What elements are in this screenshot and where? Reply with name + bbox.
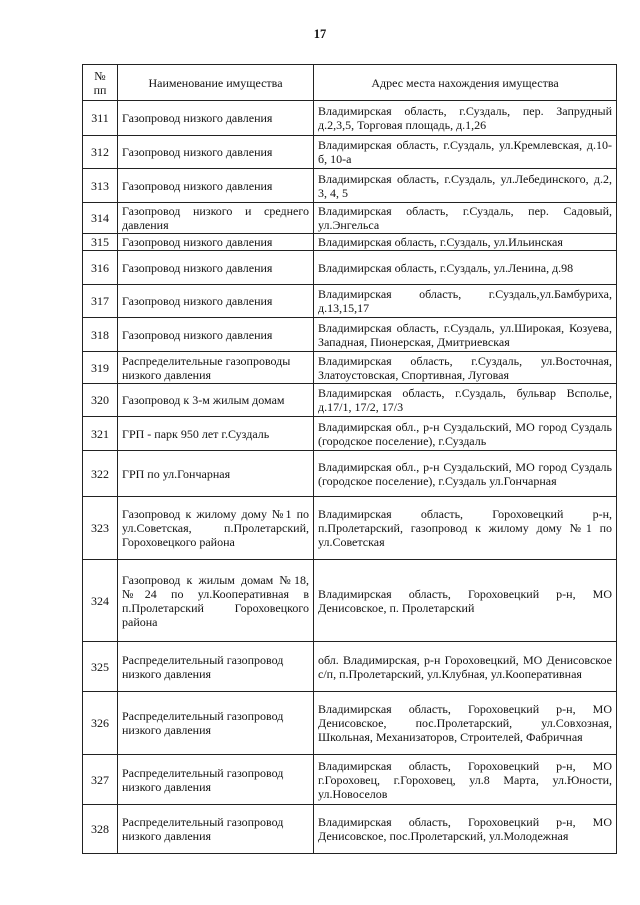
- table-row: [83, 318, 617, 352]
- row-name: Распределительный газопровод низкого давления: [118, 755, 314, 805]
- row-number: 327: [83, 755, 118, 805]
- row-name: Газопровод низкого давления: [118, 136, 314, 169]
- row-address: Владимирская область, г.Суздаль,ул.Бамбуриха, д.13,15,17: [314, 285, 617, 318]
- row-number: 316: [83, 251, 118, 285]
- row-address: Владимирская обл., р-н Суздальский, МО город Суздаль (городское поселение), г.Суздаль: [314, 417, 617, 451]
- table-header-row: [83, 65, 617, 101]
- row-name: Распределительный газопровод низкого давления: [118, 692, 314, 755]
- row-number: 311: [83, 101, 118, 136]
- row-number: 325: [83, 642, 118, 692]
- row-address: Владимирская область, г.Суздаль, бульвар Всполье, д.17/1, 17/2, 17/3: [314, 384, 617, 417]
- row-name: Газопровод низкого давления: [118, 251, 314, 285]
- row-name: Распределительный газопровод низкого давления: [118, 805, 314, 854]
- row-number: 312: [83, 136, 118, 169]
- row-number: 323: [83, 497, 118, 560]
- row-address: Владимирская область, Гороховецкий р-н, п.Пролетарский, газопровод к жилому дому №1 по ул.Советская: [314, 497, 617, 560]
- row-name: Газопровод к жилым домам №18, №24 по ул.Кооперативная в п.Пролетарский Гороховецкого района: [118, 560, 314, 642]
- table-row: [83, 251, 617, 285]
- row-name: Газопровод к 3-м жилым домам: [118, 384, 314, 417]
- row-address: Владимирская область, г.Суздаль, ул.Широкая, Козуева, Западная, Пионерская, Дмитриевская: [314, 318, 617, 352]
- row-name: ГРП по ул.Гончарная: [118, 451, 314, 497]
- table-row: [83, 451, 617, 497]
- row-address: Владимирская область, г.Суздаль, пер. Садовый, ул.Энгельса: [314, 203, 617, 234]
- row-number: 326: [83, 692, 118, 755]
- row-number: 315: [83, 234, 118, 251]
- table-row: [83, 352, 617, 384]
- table-row: [83, 417, 617, 451]
- row-name: Газопровод к жилому дому №1 по ул.Советская, п.Пролетарский, Гороховецкого района: [118, 497, 314, 560]
- table-row: [83, 642, 617, 692]
- row-number: 317: [83, 285, 118, 318]
- row-address: Владимирская область, г.Суздаль, ул.Ильинская: [314, 234, 617, 251]
- row-address: Владимирская область, г.Суздаль, ул.Лебединского, д.2, 3, 4, 5: [314, 169, 617, 203]
- row-number: 322: [83, 451, 118, 497]
- table-row: [83, 805, 617, 854]
- row-address: Владимирская область, г.Суздаль, ул.Кремлевская, д.10-б, 10-а: [314, 136, 617, 169]
- row-name: Распределительные газопроводы низкого давления: [118, 352, 314, 384]
- row-address: Владимирская область, г.Суздаль, ул.Восточная, Златоустовская, Спортивная, Луговая: [314, 352, 617, 384]
- row-number: 320: [83, 384, 118, 417]
- table-row: [83, 136, 617, 169]
- row-address: Владимирская область, г.Суздаль, пер. Запрудный д.2,3,5, Торговая площадь, д.1,26: [314, 101, 617, 136]
- header-name: Наименование имущества: [118, 65, 314, 101]
- row-address: Владимирская область, г.Суздаль, ул.Ленина, д.98: [314, 251, 617, 285]
- row-name: Газопровод низкого давления: [118, 101, 314, 136]
- row-name: Распределительный газопровод низкого давления: [118, 642, 314, 692]
- table-row: [83, 755, 617, 805]
- row-address: Владимирская область, Гороховецкий р-н, МО г.Гороховец, г.Гороховец, ул.8 Марта, ул.Юности, ул.Новоселов: [314, 755, 617, 805]
- property-table: [82, 64, 617, 854]
- row-address: обл. Владимирская, р-н Гороховецкий, МО Денисовское с/п, п.Пролетарский, ул.Клубная, ул.Кооперативная: [314, 642, 617, 692]
- header-address: Адрес места нахождения имущества: [314, 65, 617, 101]
- page-number: 17: [313, 27, 327, 41]
- table-row: [83, 497, 617, 560]
- row-number: 319: [83, 352, 118, 384]
- table-row: [83, 203, 617, 234]
- row-address: Владимирская обл., р-н Суздальский, МО город Суздаль (городское поселение), г.Суздаль ул.Гончарная: [314, 451, 617, 497]
- table-row: [83, 384, 617, 417]
- row-name: ГРП - парк 950 лет г.Суздаль: [118, 417, 314, 451]
- row-name: Газопровод низкого и среднего давления: [118, 203, 314, 234]
- table-row: [83, 234, 617, 251]
- row-name: Газопровод низкого давления: [118, 318, 314, 352]
- table-row: [83, 169, 617, 203]
- row-number: 328: [83, 805, 118, 854]
- table-row: [83, 560, 617, 642]
- row-address: Владимирская область, Гороховецкий р-н, МО Денисовское, п. Пролетарский: [314, 560, 617, 642]
- row-number: 321: [83, 417, 118, 451]
- table-row: [83, 692, 617, 755]
- row-address: Владимирская область, Гороховецкий р-н, МО Денисовское, пос.Пролетарский, ул.Молодежная: [314, 805, 617, 854]
- table-row: [83, 285, 617, 318]
- row-number: 313: [83, 169, 118, 203]
- row-address: Владимирская область, Гороховецкий р-н, МО Денисовское, пос.Пролетарский, ул.Совхозная, Школьная, Механизаторов, Строителей, Фабричная: [314, 692, 617, 755]
- row-number: 314: [83, 203, 118, 234]
- row-number: 318: [83, 318, 118, 352]
- table-row: [83, 101, 617, 136]
- header-number: № пп: [83, 65, 118, 101]
- row-name: Газопровод низкого давления: [118, 285, 314, 318]
- row-name: Газопровод низкого давления: [118, 234, 314, 251]
- row-number: 324: [83, 560, 118, 642]
- row-name: Газопровод низкого давления: [118, 169, 314, 203]
